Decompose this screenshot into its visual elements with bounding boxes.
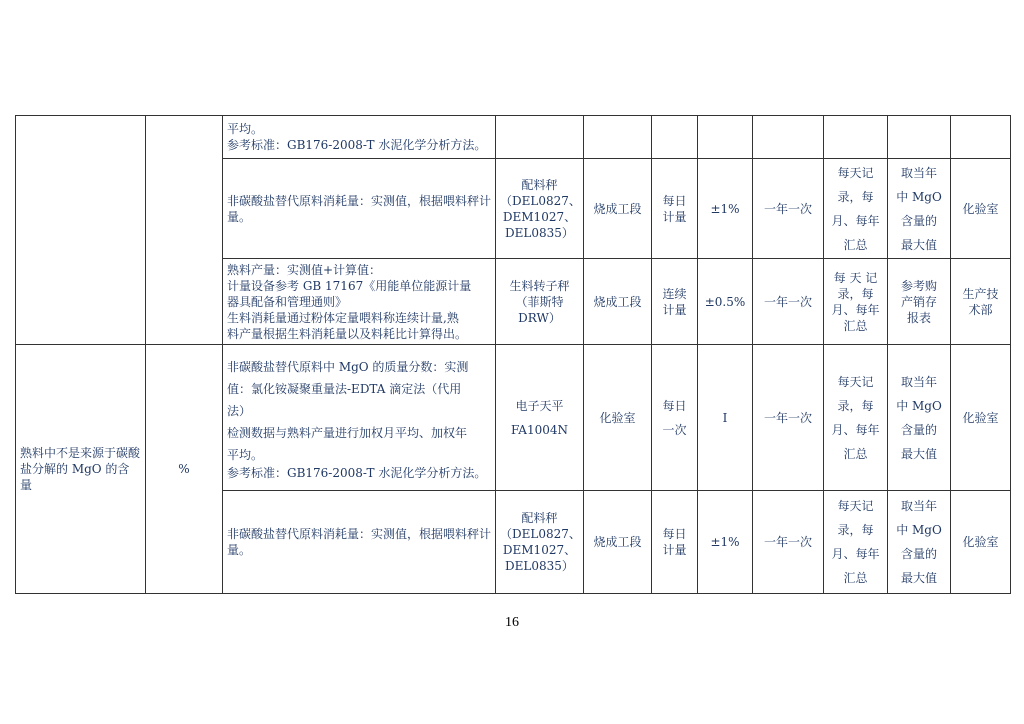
method-line: 法） — [227, 403, 252, 418]
dept-cell — [584, 116, 652, 159]
record-cell — [824, 116, 888, 159]
method-line: 计量设备参考 GB 17167《用能单位能源计量 — [227, 278, 472, 293]
method-line: 检测数据与熟料产量进行加权月平均、加权年 — [227, 425, 468, 440]
basis-cell: 取当年 中 MgO 含量的 最大值 — [888, 491, 951, 594]
category-cell-empty — [16, 116, 146, 345]
device-cell — [496, 116, 584, 159]
accuracy-cell: ±0.5% — [698, 259, 753, 345]
unit-cell: % — [146, 345, 223, 594]
calib-cell: 一年一次 — [753, 345, 824, 491]
method-line: 参考标准：GB176-2008-T 水泥化学分析方法。 — [227, 465, 487, 480]
freq-cell — [652, 116, 698, 159]
table-row — [16, 345, 1011, 491]
freq-cell: 每日 计量 — [652, 491, 698, 594]
method-cell — [223, 259, 496, 345]
method-line: 熟料产量：实测值+计算值： — [227, 262, 382, 277]
method-cell — [223, 116, 496, 159]
owner-cell: 生产技 术部 — [951, 259, 1011, 345]
method-line: 料产量根据生料消耗量以及料耗比计算得出。 — [227, 326, 468, 341]
basis-cell: 参考购 产销存 报表 — [888, 259, 951, 345]
basis-cell: 取当年 中 MgO 含量的 最大值 — [888, 345, 951, 491]
device-cell: 生料转子秤 （菲斯特 DRW） — [496, 259, 584, 345]
record-cell: 每天记 录，每 月、每年 汇总 — [824, 491, 888, 594]
owner-cell: 化验室 — [951, 159, 1011, 259]
accuracy-cell — [698, 116, 753, 159]
accuracy-cell: ±1% — [698, 491, 753, 594]
accuracy-cell: I — [698, 345, 753, 491]
calib-cell: 一年一次 — [753, 159, 824, 259]
category-cell: 熟料中不是来源于碳酸盐分解的 MgO 的含量 — [16, 345, 146, 594]
device-cell: 配料秤 （DEL0827、 DEM1027、 DEL0835） — [496, 159, 584, 259]
calib-cell — [753, 116, 824, 159]
owner-cell: 化验室 — [951, 345, 1011, 491]
method-cell — [223, 345, 496, 491]
method-line: 平均。 — [227, 122, 264, 136]
owner-cell — [951, 116, 1011, 159]
unit-cell-empty — [146, 116, 223, 345]
dept-cell: 烧成工段 — [584, 491, 652, 594]
calib-cell: 一年一次 — [753, 491, 824, 594]
dept-cell: 化验室 — [584, 345, 652, 491]
method-line: 值：氯化铵凝聚重量法-EDTA 滴定法（代用 — [227, 381, 462, 396]
method-line: 平均。 — [227, 447, 264, 462]
device-cell: 电子天平 FA1004N — [496, 345, 584, 491]
method-line: 非碳酸盐替代原料中 MgO 的质量分数：实测 — [227, 359, 469, 374]
dept-cell: 烧成工段 — [584, 259, 652, 345]
basis-cell: 取当年 中 MgO 含量的 最大值 — [888, 159, 951, 259]
page-number: 16 — [505, 615, 519, 630]
method-line: 生料消耗量通过粉体定量喂料称连续计量,熟 — [227, 310, 459, 325]
record-cell: 每天记 录，每 月、每年 汇总 — [824, 345, 888, 491]
method-line: 参考标准：GB176-2008-T 水泥化学分析方法。 — [227, 138, 487, 152]
table-row — [16, 116, 1011, 159]
method-line: 器具配备和管理通则》 — [227, 294, 348, 309]
method-cell: 非碳酸盐替代原料消耗量：实测值，根据喂料秤计量。 — [223, 159, 496, 259]
freq-cell: 连续 计量 — [652, 259, 698, 345]
record-cell: 每天记 录，每 月、每年 汇总 — [824, 159, 888, 259]
device-cell: 配料秤 （DEL0827、 DEM1027、 DEL0835） — [496, 491, 584, 594]
dept-cell: 烧成工段 — [584, 159, 652, 259]
monitoring-table — [15, 115, 1011, 594]
calib-cell: 一年一次 — [753, 259, 824, 345]
record-cell: 每 天 记 录，每 月、每年 汇总 — [824, 259, 888, 345]
method-cell: 非碳酸盐替代原料消耗量：实测值，根据喂料秤计量。 — [223, 491, 496, 594]
freq-cell: 每日 计量 — [652, 159, 698, 259]
freq-cell: 每日 一次 — [652, 345, 698, 491]
basis-cell — [888, 116, 951, 159]
owner-cell: 化验室 — [951, 491, 1011, 594]
accuracy-cell: ±1% — [698, 159, 753, 259]
